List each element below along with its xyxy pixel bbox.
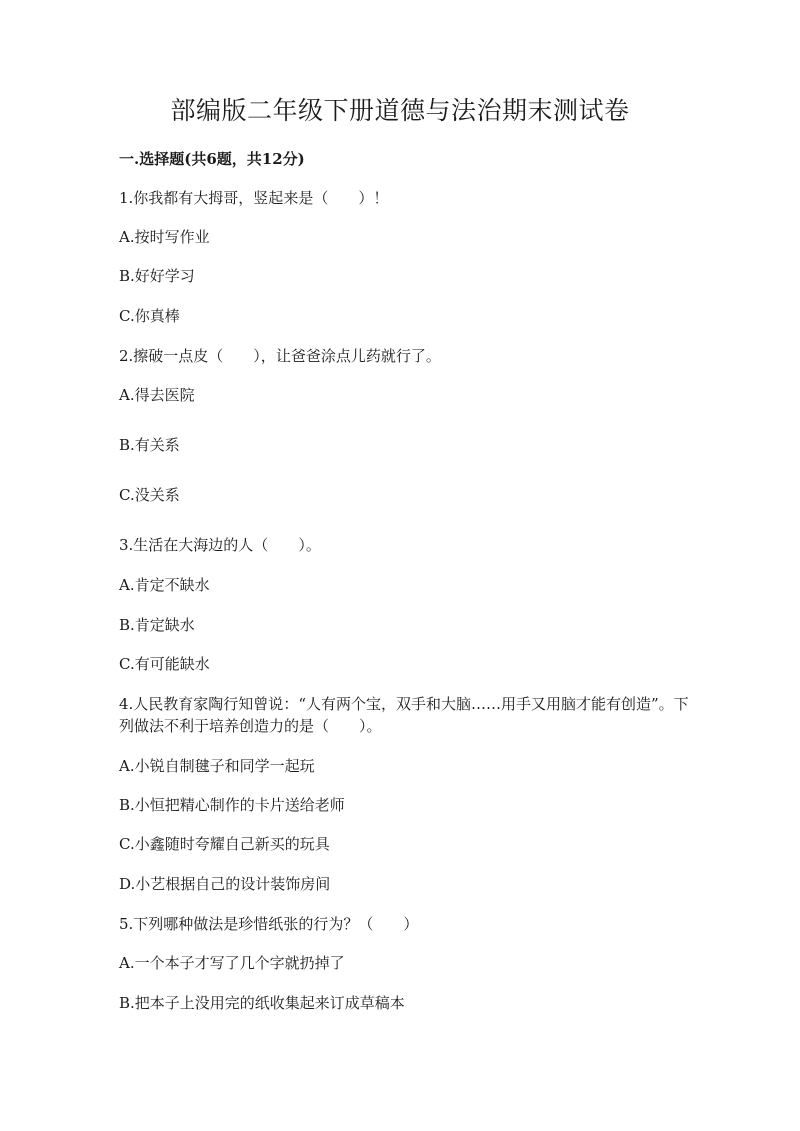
question-option: B.肯定缺水 <box>119 616 195 634</box>
question-option: A.一个本子才写了几个字就扔掉了 <box>119 954 345 972</box>
question-stem: 2.擦破一点皮（ ），让爸爸涂点儿药就行了。 <box>119 347 441 365</box>
question-option: A.按时写作业 <box>119 228 210 246</box>
question-option: C.你真棒 <box>119 307 180 325</box>
question-option: B.有关系 <box>119 436 180 454</box>
question-option: A.得去医院 <box>119 386 195 404</box>
question-option: B.好好学习 <box>119 267 195 285</box>
page-title: 部编版二年级下册道德与法治期末测试卷 <box>170 96 630 125</box>
question-option: C.小鑫随时夸耀自己新买的玩具 <box>119 835 330 853</box>
question-stem: 5.下列哪种做法是珍惜纸张的行为？（ ） <box>119 915 419 933</box>
question-option: C.没关系 <box>119 486 180 504</box>
question-option: C.有可能缺水 <box>119 655 210 673</box>
question-option: B.小恒把精心制作的卡片送给老师 <box>119 796 345 814</box>
question-option: A.小锐自制毽子和同学一起玩 <box>119 757 315 775</box>
section-heading: 一.选择题(共6题，共12分) <box>119 150 305 168</box>
question-option: D.小艺根据自己的设计装饰房间 <box>119 875 331 893</box>
question-stem: 3.生活在大海边的人（ ）。 <box>119 536 321 554</box>
question-option: B.把本子上没用完的纸收集起来订成草稿本 <box>119 994 405 1012</box>
question-stem: 1.你我都有大拇哥，竖起来是（ ）！ <box>119 189 389 207</box>
question-stem: 4.人民教育家陶行知曾说：“人有两个宝，双手和大脑……用手又用脑才能有创造”。下列做法不利于培养创造力的是（ ）。 <box>119 695 689 735</box>
question-option: A.肯定不缺水 <box>119 576 210 594</box>
